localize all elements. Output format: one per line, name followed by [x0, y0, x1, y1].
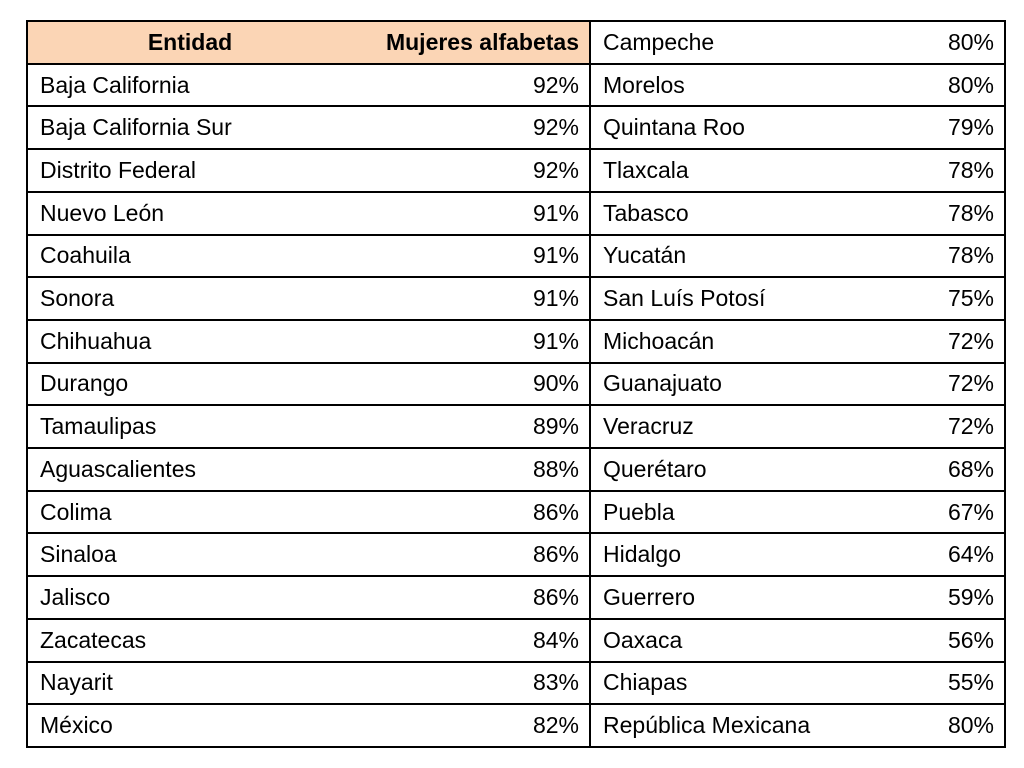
entidad-cell: Aguascalientes: [40, 455, 196, 482]
literacy-table: [26, 20, 1006, 748]
header-entidad: Entidad: [147, 28, 233, 55]
table-row: [591, 406, 1004, 449]
table-row: [591, 65, 1004, 108]
table-row: [591, 364, 1004, 407]
valor-cell: 92%: [532, 71, 579, 98]
entidad-cell: Oaxaca: [603, 626, 683, 653]
valor-cell: 91%: [532, 285, 579, 312]
table-header-row: [28, 22, 589, 65]
table-row: [28, 65, 589, 108]
entidad-cell: Jalisco: [40, 583, 111, 610]
entidad-cell: Michoacán: [603, 327, 715, 354]
table-row: [28, 492, 589, 535]
table-row: [28, 236, 589, 279]
table-row: [28, 406, 589, 449]
entidad-cell: Morelos: [603, 71, 685, 98]
entidad-cell: Tabasco: [603, 199, 689, 226]
valor-cell: 80%: [947, 71, 994, 98]
valor-cell: 59%: [947, 583, 994, 610]
valor-cell: 78%: [947, 199, 994, 226]
entidad-cell: Hidalgo: [603, 541, 681, 568]
table-row: [591, 577, 1004, 620]
entidad-cell: Puebla: [603, 498, 675, 525]
valor-cell: 55%: [947, 669, 994, 696]
table-row: [28, 705, 589, 746]
entidad-cell: Sonora: [40, 285, 115, 312]
entidad-cell: República Mexicana: [603, 712, 811, 739]
table-row: [28, 278, 589, 321]
entidad-cell: Nuevo León: [40, 199, 165, 226]
valor-cell: 80%: [947, 712, 994, 739]
table-row: [591, 278, 1004, 321]
entidad-cell: Baja California Sur: [40, 114, 232, 141]
table-row: [28, 449, 589, 492]
entidad-cell: Sinaloa: [40, 541, 117, 568]
valor-cell: 89%: [532, 413, 579, 440]
table-left-column: [28, 22, 591, 746]
entidad-cell: Chihuahua: [40, 327, 152, 354]
valor-cell: 91%: [532, 327, 579, 354]
valor-cell: 86%: [532, 583, 579, 610]
valor-cell: 78%: [947, 242, 994, 269]
valor-cell: 56%: [947, 626, 994, 653]
valor-cell: 90%: [532, 370, 579, 397]
valor-cell: 86%: [532, 541, 579, 568]
valor-cell: 84%: [532, 626, 579, 653]
entidad-cell: Coahuila: [40, 242, 131, 269]
valor-cell: 92%: [532, 114, 579, 141]
table-row: [591, 321, 1004, 364]
table-row: [591, 620, 1004, 663]
valor-cell: 79%: [947, 114, 994, 141]
valor-cell: 91%: [532, 199, 579, 226]
valor-cell: 64%: [947, 541, 994, 568]
valor-cell: 72%: [947, 370, 994, 397]
table-row: [591, 193, 1004, 236]
table-row: [591, 449, 1004, 492]
entidad-cell: Tamaulipas: [40, 413, 157, 440]
table-row: [28, 577, 589, 620]
valor-cell: 86%: [532, 498, 579, 525]
entidad-cell: Querétaro: [603, 455, 707, 482]
valor-cell: 72%: [947, 327, 994, 354]
valor-cell: 88%: [532, 455, 579, 482]
valor-cell: 91%: [532, 242, 579, 269]
valor-cell: 83%: [532, 669, 579, 696]
table-row: [28, 150, 589, 193]
table-row: [28, 620, 589, 663]
valor-cell: 75%: [947, 285, 994, 312]
table-row: [28, 534, 589, 577]
entidad-cell: Zacatecas: [40, 626, 147, 653]
entidad-cell: Colima: [40, 498, 112, 525]
valor-cell: 92%: [532, 156, 579, 183]
entidad-cell: San Luís Potosí: [603, 285, 766, 312]
entidad-cell: Veracruz: [603, 413, 694, 440]
entidad-cell: Guerrero: [603, 583, 696, 610]
table-row: [591, 150, 1004, 193]
valor-cell: 72%: [947, 413, 994, 440]
entidad-cell: Chiapas: [603, 669, 688, 696]
table-right-column: [591, 22, 1004, 746]
valor-cell: 82%: [532, 712, 579, 739]
table-row: [28, 321, 589, 364]
table-row: [28, 193, 589, 236]
table-row: [28, 663, 589, 706]
table-row: [591, 663, 1004, 706]
table-row: [591, 236, 1004, 279]
entidad-cell: Distrito Federal: [40, 156, 196, 183]
entidad-cell: Quintana Roo: [603, 114, 745, 141]
entidad-cell: Guanajuato: [603, 370, 722, 397]
entidad-cell: Nayarit: [40, 669, 113, 696]
table-row: [591, 705, 1004, 746]
table-row: [591, 534, 1004, 577]
entidad-cell: Tlaxcala: [603, 156, 689, 183]
header-mujeres-alfabetas: Mujeres alfabetas: [385, 28, 579, 55]
valor-cell: 68%: [947, 455, 994, 482]
table-row: [591, 107, 1004, 150]
entidad-cell: Yucatán: [603, 242, 687, 269]
valor-cell: 67%: [947, 498, 994, 525]
valor-cell: 78%: [947, 156, 994, 183]
entidad-cell: Baja California: [40, 71, 190, 98]
valor-cell: 80%: [947, 28, 994, 55]
entidad-cell: Campeche: [603, 28, 715, 55]
table-row: [28, 107, 589, 150]
table-row: [28, 364, 589, 407]
table-row: [591, 22, 1004, 65]
entidad-cell: México: [40, 712, 113, 739]
entidad-cell: Durango: [40, 370, 129, 397]
table-row: [591, 492, 1004, 535]
